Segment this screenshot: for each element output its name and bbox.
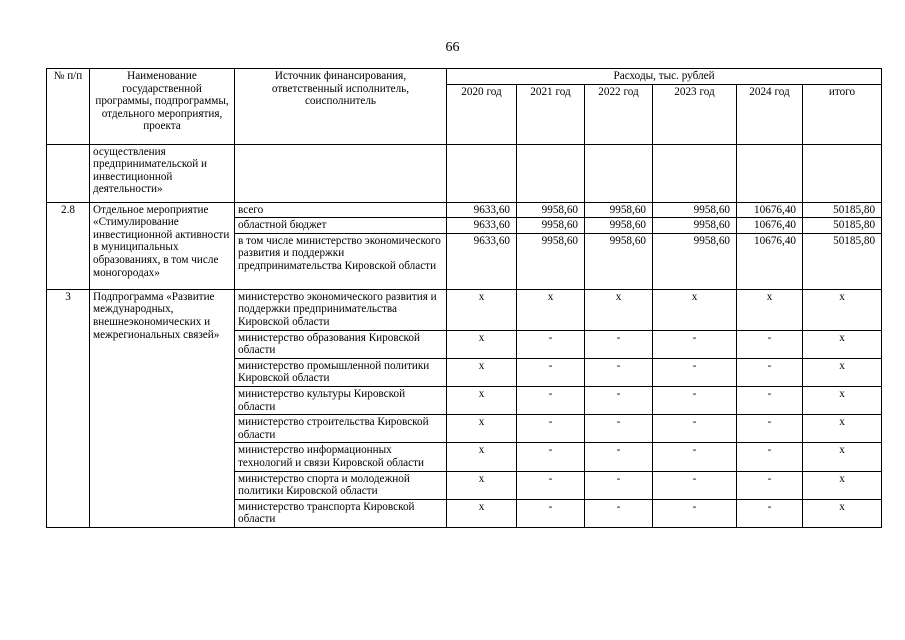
row-name: Подпрограмма «Развитие международных, внешнеэкономических и межрегиональных связей» [90, 289, 235, 527]
header-name: Наименование государственной программы, подпрограммы, отдельного мероприятия, проекта [90, 69, 235, 145]
cell-value: 9958,60 [517, 202, 585, 218]
row-source: министерство образования Кировской области [235, 330, 447, 358]
cell-value: x [803, 289, 882, 330]
cell-value: - [737, 443, 803, 471]
row-num: 3 [47, 289, 90, 527]
cell-value: - [585, 386, 653, 414]
cell-value: - [653, 499, 737, 527]
cell-value: - [737, 358, 803, 386]
cell-value: x [803, 443, 882, 471]
cell-value: 9958,60 [517, 233, 585, 289]
row-source: министерство промышленной политики Кировской области [235, 358, 447, 386]
cell-value: 50185,80 [803, 233, 882, 289]
header-year: 2021 год [517, 84, 585, 144]
cell-value: x [447, 289, 517, 330]
cell-value: 9633,60 [447, 233, 517, 289]
cell-value: x [803, 415, 882, 443]
cell-value: - [585, 471, 653, 499]
cell-value: 9633,60 [447, 218, 517, 234]
cell-value: 9958,60 [585, 218, 653, 234]
cell-value: - [653, 443, 737, 471]
cell-value: - [737, 330, 803, 358]
cell-value: - [517, 471, 585, 499]
cell-value: 50185,80 [803, 202, 882, 218]
cell-value: x [653, 289, 737, 330]
cell-value: 9958,60 [585, 233, 653, 289]
cell-value: 9633,60 [447, 202, 517, 218]
cell-value: x [803, 386, 882, 414]
cell-value: - [737, 415, 803, 443]
cell-value: - [517, 443, 585, 471]
header-expenses: Расходы, тыс. рублей [447, 69, 882, 85]
cell-value: x [447, 471, 517, 499]
cell-value: 9958,60 [653, 202, 737, 218]
row-name: Отдельное мероприятие «Стимулирование инвестиционной активности в муниципальных образованиях, в том числе моногородах» [90, 202, 235, 289]
cell-value: - [653, 358, 737, 386]
cell-value: x [585, 289, 653, 330]
row-source: министерство информационных технологий и связи Кировской области [235, 443, 447, 471]
cell-value: 9958,60 [585, 202, 653, 218]
cell-value: - [585, 330, 653, 358]
cell-value: x [447, 499, 517, 527]
cell-value: x [447, 330, 517, 358]
cell-value: 9958,60 [517, 218, 585, 234]
table-row [47, 202, 882, 218]
cell-value: x [803, 358, 882, 386]
header-source: Источник финансирования, ответственный исполнитель, соисполнитель [235, 69, 447, 145]
cell-value: x [447, 386, 517, 414]
cell-value: x [447, 443, 517, 471]
table-row [47, 289, 882, 330]
cell-value: 9958,60 [653, 218, 737, 234]
cell-value: - [517, 415, 585, 443]
cell-value: 10676,40 [737, 218, 803, 234]
cell-value: x [447, 415, 517, 443]
cell-value: 10676,40 [737, 233, 803, 289]
table-row [47, 144, 882, 202]
header-year: 2022 год [585, 84, 653, 144]
cell-value: - [653, 415, 737, 443]
cell-value: - [653, 330, 737, 358]
cell-value: x [803, 471, 882, 499]
cell-value: - [517, 330, 585, 358]
cell-value: 10676,40 [737, 202, 803, 218]
row-source: министерство спорта и молодежной политики Кировской области [235, 471, 447, 499]
cell-value: - [585, 443, 653, 471]
cell-value: - [585, 415, 653, 443]
cell-value: - [517, 386, 585, 414]
row-source: министерство транспорта Кировской области [235, 499, 447, 527]
row-source: министерство строительства Кировской области [235, 415, 447, 443]
cell-value: x [447, 358, 517, 386]
row-source: министерство культуры Кировской области [235, 386, 447, 414]
header-year: 2023 год [653, 84, 737, 144]
header-year: 2024 год [737, 84, 803, 144]
row-source: областной бюджет [235, 218, 447, 234]
cell-value: 50185,80 [803, 218, 882, 234]
expenses-table [46, 68, 882, 528]
cell-value: - [653, 471, 737, 499]
cell-value: - [737, 499, 803, 527]
header-row [47, 69, 882, 85]
cell-value: - [585, 499, 653, 527]
cell-value: x [517, 289, 585, 330]
cell-value: - [737, 386, 803, 414]
cell-value: - [653, 386, 737, 414]
header-num: № п/п [47, 69, 90, 145]
header-total: итого [803, 84, 882, 144]
cell-value: x [803, 499, 882, 527]
cell-value: x [737, 289, 803, 330]
row-num: 2.8 [47, 202, 90, 289]
cell-value: - [517, 499, 585, 527]
row-source: министерство экономического развития и поддержки предпринимательства Кировской области [235, 289, 447, 330]
row-source: всего [235, 202, 447, 218]
cell-value: x [803, 330, 882, 358]
cell-value: 9958,60 [653, 233, 737, 289]
cell-value: - [517, 358, 585, 386]
header-year: 2020 год [447, 84, 517, 144]
row-name: осуществления предпринимательской и инвестиционной деятельности» [90, 144, 235, 202]
row-source: в том числе министерство экономического развития и поддержки предпринимательства Кировской области [235, 233, 447, 289]
page-number: 66 [445, 40, 460, 55]
cell-value: - [737, 471, 803, 499]
cell-value: - [585, 358, 653, 386]
